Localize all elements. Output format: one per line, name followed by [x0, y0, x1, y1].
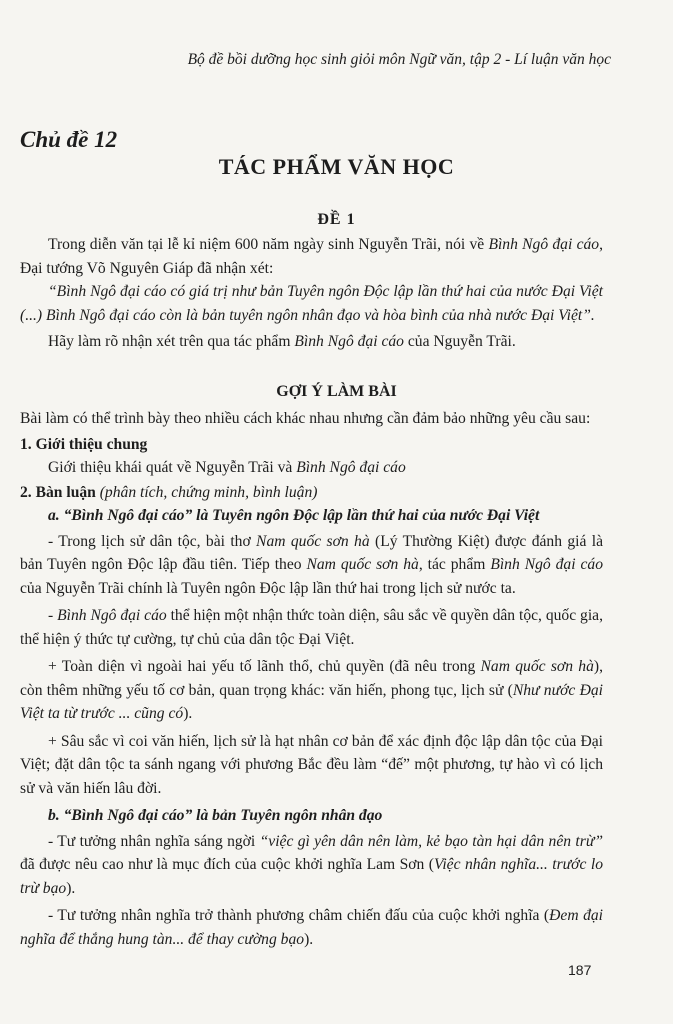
section-text	[20, 456, 603, 480]
paragraph: + Sâu sắc vì coi văn hiến, lịch sử là hạt nhân cơ bản để xác định độc lập dân tộc của Đại Việt; đặt dân tộc ta sánh ngang với phương Bắc đều làm “đế” một phương, tự hào vì có lịch sử và văn hiến lâu đời.	[20, 732, 603, 797]
page-title: TÁC PHẨM VĂN HỌC	[218, 154, 455, 179]
work-title: Bình Ngô đại cáo	[488, 236, 600, 253]
exam-number: ĐỀ 1	[317, 211, 356, 228]
section-heading: 1. Giới thiệu chung	[20, 435, 148, 453]
text-run: ), còn thêm những yếu tố cơ bản, quan trọng khác: văn hiến, phong tục, lịch sử (	[20, 658, 603, 699]
text-run: Giới thiệu khái quát về Nguyễn Trãi và	[48, 459, 297, 476]
paragraph	[20, 655, 603, 726]
section-heading	[20, 481, 603, 505]
prompt-block	[20, 233, 603, 354]
chapter-label: Chủ đề 12	[20, 127, 118, 152]
text-run: ).	[66, 879, 76, 897]
prompt-paragraph	[20, 233, 603, 280]
running-head: Bộ đề bồi dưỡng học sinh giỏi môn Ngữ văn, tập 2 - Lí luận văn học	[187, 51, 611, 68]
quote-paragraph: “Bình Ngô đại cáo có giá trị như bản Tuyên ngôn Độc lập lần thứ hai của nước Đại Việt (...) Bình Ngô đại cáo còn là bản tuyên ngôn nhân đạo và hòa bình của nhà nước Đại Việt”.	[20, 283, 603, 324]
prompt-text: Trong diễn văn tại lễ kỉ niệm 600 năm ngày sinh Nguyễn Trãi, nói về	[48, 236, 489, 253]
prompt-text: , Đại tướng Võ Nguyên Giáp đã nhận xét:	[20, 236, 603, 277]
paragraph	[20, 530, 603, 601]
guide-heading: GỢI Ý LÀM BÀI	[276, 383, 397, 400]
work-title: Bình Ngô đại cáo	[490, 556, 603, 573]
text-run: + Toàn diện vì ngoài hai yếu tố lãnh thổ, chủ quyền (đã nêu trong	[48, 658, 481, 675]
task-paragraph	[20, 330, 603, 354]
guide-block	[20, 407, 603, 951]
text-run: ).	[183, 705, 193, 722]
text-run: thể hiện một nhận thức toàn diện, sâu sắc về quyền dân tộc, quốc gia, thể hiện ý thức tự cường, tự chủ của dân tộc Đại Việt.	[20, 607, 603, 648]
text-run: - Tư tưởng nhân nghĩa sáng ngời	[48, 832, 260, 850]
paragraph	[20, 604, 603, 651]
task-text: Hãy làm rõ nhận xét trên qua tác phẩm	[48, 333, 295, 350]
quote-run: “việc gì yên dân nên làm, kẻ bạo tàn hại dân nên trừ”	[259, 832, 603, 850]
text-run: -	[48, 607, 58, 624]
guide-intro: Bài làm có thể trình bày theo nhiều cách khác nhau nhưng cần đảm bảo những yêu cầu sau:	[20, 410, 591, 427]
paragraph	[20, 904, 603, 951]
text-run: ).	[304, 930, 314, 948]
paragraph	[20, 830, 603, 901]
heading-note: (phân tích, chứng minh, bình luận)	[95, 483, 318, 501]
work-title: Nam quốc sơn hà	[480, 658, 594, 675]
text-run: của Nguyễn Trãi chính là Tuyên ngôn Độc lập lần thứ hai trong lịch sử nước ta.	[20, 579, 516, 597]
quote-run: Việc nhân nghĩa... trước lo trừ bạo	[20, 856, 603, 897]
work-title: Bình Ngô đại cáo	[296, 459, 406, 476]
subsection-heading: a. “Bình Ngô đại cáo” là Tuyên ngôn Độc lập lần thứ hai của nước Đại Việt	[48, 507, 540, 524]
work-title: Nam quốc sơn hà	[256, 532, 370, 550]
heading-text: 2. Bàn luận	[20, 483, 96, 501]
text-run: , tác phẩm	[418, 556, 491, 573]
page-number: 187	[568, 962, 592, 978]
quote-run: Như nước Đại Việt ta từ trước ... cũng có	[20, 681, 603, 722]
work-title: Nam quốc sơn hà	[306, 556, 419, 573]
quote-run: Đem đại nghĩa để thắng hung tàn... để thay cường bạo	[20, 907, 603, 948]
work-title: Bình Ngô đại cáo	[57, 607, 167, 624]
text-run: - Tư tưởng nhân nghĩa trở thành phương châm chiến đấu của cuộc khởi nghĩa (	[48, 907, 550, 924]
text-run: đã được nêu cao như là mục đích của cuộc khởi nghĩa Lam Sơn (	[20, 856, 434, 873]
subsection-heading: b. “Bình Ngô đại cáo” là bản Tuyên ngôn nhân đạo	[48, 807, 383, 824]
task-text: của Nguyễn Trãi.	[403, 333, 516, 350]
text-run: - Trong lịch sử dân tộc, bài thơ	[48, 532, 257, 550]
text-run: (Lý Thường Kiệt) được đánh giá là bản Tuyên ngôn Độc lập đầu tiên. Tiếp theo	[20, 532, 604, 573]
work-title: Bình Ngô đại cáo	[294, 333, 404, 350]
